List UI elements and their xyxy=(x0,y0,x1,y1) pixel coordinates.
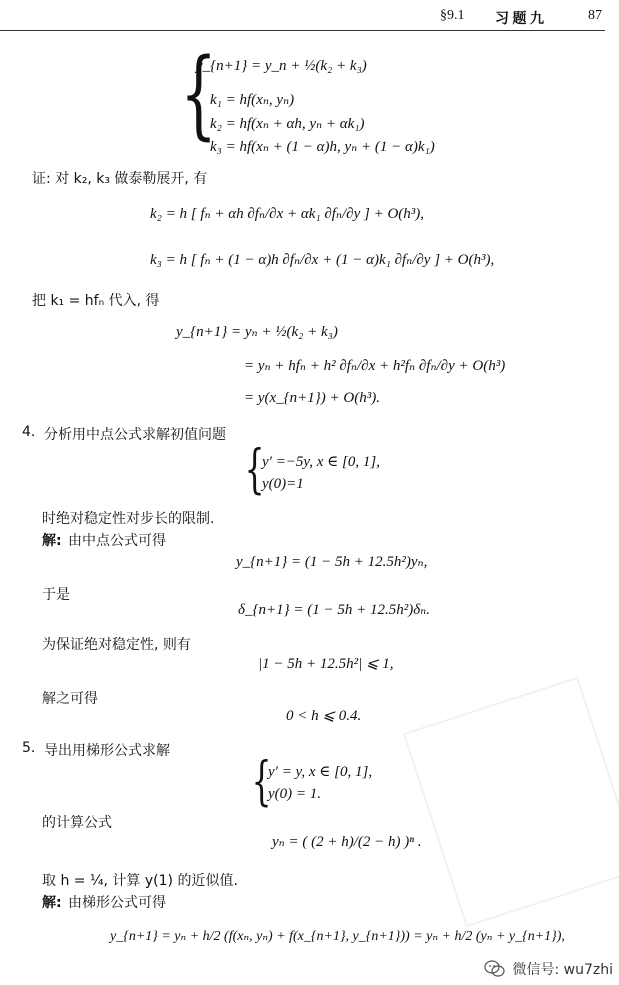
problem5-take-text: 取 h = ¼, 计算 y(1) 的近似值. xyxy=(42,873,238,889)
problem4-stability-text: 为保证绝对稳定性, 则有 xyxy=(42,637,191,653)
wechat-icon xyxy=(484,960,506,978)
stamp-watermark xyxy=(403,677,619,928)
problem4-eq1: y′ =−5y, x ∈ [0, 1], xyxy=(262,454,380,470)
problem5-solution-text: 由梯形公式可得 xyxy=(68,895,166,911)
problem5-brace: { xyxy=(251,752,272,812)
page-number: 87 xyxy=(588,8,602,23)
problem4-solve-text: 解之可得 xyxy=(42,691,98,707)
sys1-line1: y_{n+1} = y_n + ½(k₂ + k₃) xyxy=(196,58,367,74)
k3-expansion: k₃ = h [ fₙ + (1 − α)h ∂fₙ/∂x + (1 − α)k₁ ∂fₙ/∂y ] + O(h³), xyxy=(150,252,495,268)
k2-expansion: k₂ = h [ fₙ + αh ∂fₙ/∂x + αk₁ ∂fₙ/∂y ] + O(h³), xyxy=(150,206,425,222)
section-title: 习 题 九 xyxy=(495,12,544,27)
problem4-solution-label: 解: xyxy=(42,533,62,549)
problem4-brace: { xyxy=(244,440,265,500)
sys1-line4: k₃ = hf(xₙ + (1 − α)h, yₙ + (1 − α)k₁) xyxy=(210,139,435,155)
problem4-eq-inequality: |1 − 5h + 12.5h²| ⩽ 1, xyxy=(258,656,394,672)
proof-intro: 证: 对 k₂, k₃ 做泰勒展开, 有 xyxy=(32,171,208,187)
sys1-line2: k₁ = hf(xₙ, yₙ) xyxy=(210,92,295,108)
problem5-eq2: y(0) = 1. xyxy=(268,786,322,802)
problem5-solution-label: 解: xyxy=(42,895,62,911)
result-line1: y_{n+1} = yₙ + ½(k₂ + k₃) xyxy=(176,324,338,340)
problem5-eq1: y′ = y, x ∈ [0, 1], xyxy=(268,764,373,780)
problem4-tail: 时绝对稳定性对步长的限制. xyxy=(42,511,215,527)
sys1-line3: k₂ = hf(xₙ + αh, yₙ + αk₁) xyxy=(210,116,365,132)
watermark-text: 微信号: wu7zhi xyxy=(512,962,613,978)
problem4-so: 于是 xyxy=(42,587,70,603)
problem4-eq2: y(0)=1 xyxy=(262,476,304,492)
substitution-text: 把 k₁ = hfₙ 代入, 得 xyxy=(32,293,160,309)
problem4-eq-midpoint: y_{n+1} = (1 − 5h + 12.5h²)yₙ, xyxy=(236,554,428,570)
problem5-title: 导出用梯形公式求解 xyxy=(44,743,170,759)
problem4-number: 4. xyxy=(22,424,36,440)
problem5-eq-trapezoid: y_{n+1} = yₙ + h/2 (f(xₙ, yₙ) + f(x_{n+1}, y_{n+1})) = yₙ + h/2 (yₙ + y_{n+1}), xyxy=(110,929,565,944)
problem4-eq-delta: δ_{n+1} = (1 − 5h + 12.5h²)δₙ. xyxy=(238,602,430,618)
problem4-title: 分析用中点公式求解初值问题 xyxy=(44,427,226,443)
problem4-solution-text: 由中点公式可得 xyxy=(68,533,166,549)
section-number: §9.1 xyxy=(440,8,465,23)
header-rule xyxy=(0,30,605,31)
result-line2: = yₙ + hfₙ + h² ∂fₙ/∂x + h²fₙ ∂fₙ/∂y + O(h³) xyxy=(244,358,506,374)
problem5-formula: yₙ = ( (2 + h)/(2 − h) )ⁿ . xyxy=(272,834,422,850)
problem5-number: 5. xyxy=(22,740,36,756)
problem4-eq-result: 0 < h ⩽ 0.4. xyxy=(286,708,362,724)
result-line3: = y(x_{n+1}) + O(h³). xyxy=(244,390,380,406)
system-brace: { xyxy=(180,38,217,150)
problem5-calc-text: 的计算公式 xyxy=(42,815,112,831)
wechat-watermark xyxy=(484,959,613,979)
